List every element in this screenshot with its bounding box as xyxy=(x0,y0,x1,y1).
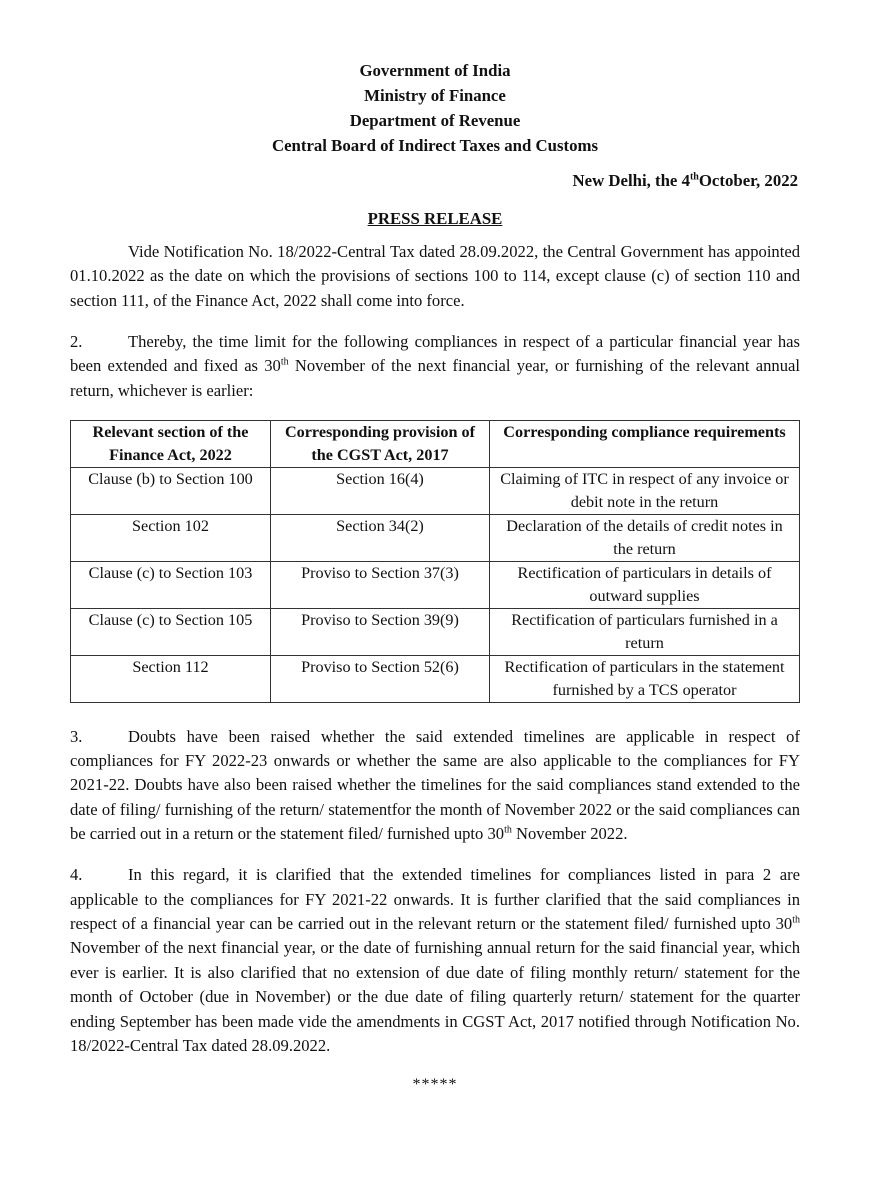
page-title: PRESS RELEASE xyxy=(367,209,503,228)
cell-finance-act-section: Section 112 xyxy=(71,655,271,702)
paragraph-1: Vide Notification No. 18/2022-Central Tax dated 28.09.2022, the Central Government has appointed 01.10.2022 as the date on which the provisions of sections 100 to 114, except clause (c) of section 110 and section 111, of the Finance Act, 2022 shall come into force. xyxy=(70,242,800,310)
cell-finance-act-section: Clause (b) to Section 100 xyxy=(71,467,271,514)
paragraph-3-text-a: Doubts have been raised whether the said extended timelines are applicable in respect of compliances for FY 2022-23 onwards or whether the same are also applicable to the compliances for FY 2021-22. Doubts have also been raised whether the timelines for the said compliances stand extended to the date of filing/ furnishing of the return/ statementfor the month of November 2022 or the said compliances can be carried out in a return or the statement filed/ furnished upto 30 xyxy=(70,726,800,844)
cell-compliance-requirement: Rectification of particulars furnished in a return xyxy=(490,608,800,655)
cell-finance-act-section: Clause (c) to Section 103 xyxy=(71,561,271,608)
header-ministry: Ministry of Finance xyxy=(364,86,506,105)
header-cgst-provision: Corresponding provision of the CGST Act, 2017 xyxy=(271,420,490,467)
paragraph-4-text-a: In this regard, it is clarified that the extended timelines for compliances listed in para 2 are applicable to the compliances for FY 2021-22 onwards. It is further clarified that the said compliances in respect of a financial year can be carried out in the relevant return or the statement filed/ furnished upto 30 xyxy=(70,865,800,934)
paragraph-2 xyxy=(70,330,800,403)
cell-compliance-requirement: Rectification of particulars in the statement furnished by a TCS operator xyxy=(490,655,800,702)
header-finance-act-section: Relevant section of the Finance Act, 2022 xyxy=(71,420,271,467)
paragraph-2-ordinal: th xyxy=(280,356,289,368)
date-suffix: October, 2022 xyxy=(698,171,798,190)
table-row xyxy=(71,655,800,702)
paragraph-4-text-b: November of the next financial year, or the date of furnishing annual return for the said financial year, which ever is earlier. It is also clarified that no extension of due date of filing monthly return/ statement for the month of October (due in November) or the due date of filing quarterly return/ statement for the quarter ending September has been made vide the amendments in CGST Act, 2017 notified through Notification No. 18/2022-Central Tax dated 28.09.2022. xyxy=(70,938,800,1056)
paragraph-3-number: 3. xyxy=(70,726,83,746)
header-government: Government of India xyxy=(359,61,511,80)
table-row xyxy=(71,561,800,608)
paragraph-3 xyxy=(70,725,800,847)
cell-compliance-requirement: Rectification of particulars in details of outward supplies xyxy=(490,561,800,608)
table-row xyxy=(71,514,800,561)
cell-cgst-provision: Proviso to Section 52(6) xyxy=(271,655,490,702)
table-row xyxy=(71,467,800,514)
compliance-table xyxy=(70,420,800,703)
paragraph-3-ordinal: th xyxy=(504,824,512,836)
cell-cgst-provision: Section 16(4) xyxy=(271,467,490,514)
date-prefix: New Delhi, the 4 xyxy=(572,171,690,190)
header-compliance-requirements: Corresponding compliance requirements xyxy=(490,420,800,467)
date-ordinal: th xyxy=(689,171,699,183)
cell-cgst-provision: Proviso to Section 37(3) xyxy=(271,561,490,608)
release-date xyxy=(70,169,800,193)
cell-compliance-requirement: Declaration of the details of credit notes in the return xyxy=(490,514,800,561)
cell-finance-act-section: Section 102 xyxy=(71,514,271,561)
table-header-row xyxy=(71,420,800,467)
paragraph-3-text-b: November 2022. xyxy=(511,824,628,844)
paragraph-4-number: 4. xyxy=(70,865,83,885)
paragraph-2-text-a: Thereby, the time limit for the following compliances in respect of a particular financial year has been extended and fixed as 30 xyxy=(70,331,800,376)
header-board: Central Board of Indirect Taxes and Customs xyxy=(271,136,599,155)
paragraph-2-number: 2. xyxy=(70,331,83,351)
paragraph-4-ordinal: th xyxy=(792,914,800,926)
paragraph-4 xyxy=(70,863,800,1058)
paragraph-2-text-b: November of the next financial year, or furnishing of the relevant annual return, whichever is earlier: xyxy=(70,356,800,400)
cell-compliance-requirement: Claiming of ITC in respect of any invoice or debit note in the return xyxy=(490,467,800,514)
cell-finance-act-section: Clause (c) to Section 105 xyxy=(71,608,271,655)
document-header xyxy=(70,58,800,158)
end-mark: ***** xyxy=(412,1076,458,1094)
press-release-page xyxy=(70,58,800,1095)
header-department: Department of Revenue xyxy=(349,111,521,130)
cell-cgst-provision: Proviso to Section 39(9) xyxy=(271,608,490,655)
table-row xyxy=(71,608,800,655)
cell-cgst-provision: Section 34(2) xyxy=(271,514,490,561)
